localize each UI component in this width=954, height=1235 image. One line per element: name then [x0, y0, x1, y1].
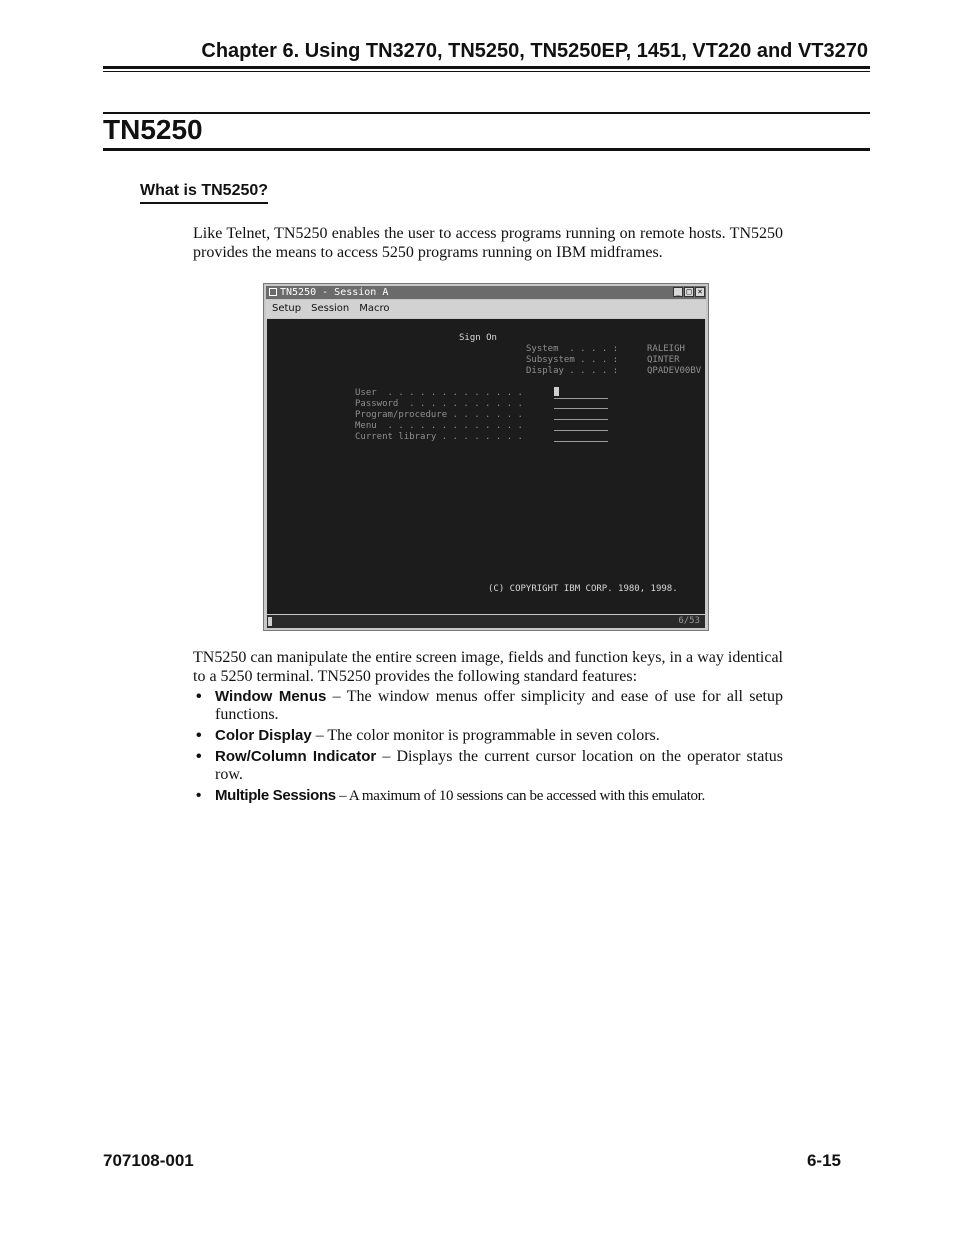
document-number: 707108-001: [103, 1151, 194, 1170]
window-controls: [673, 287, 705, 297]
subsystem-value: QINTER: [647, 355, 680, 365]
menu-macro: Macro: [359, 303, 390, 314]
bullet-icon: •: [196, 787, 201, 804]
list-item: [193, 787, 783, 805]
bullet-icon: •: [196, 748, 202, 765]
list-item: [193, 748, 783, 784]
header-rule-thin: [103, 71, 870, 72]
page-number: 6-15: [806, 1151, 841, 1170]
user-label: User . . . . . . . . . . . . .: [355, 388, 523, 398]
library-field: [554, 441, 608, 442]
feature-desc: – A maximum of 10 sessions can be accessed with this emulator.: [335, 788, 705, 804]
tn5250-screenshot: [263, 283, 709, 631]
window-title: TN5250 - Session A: [280, 287, 389, 298]
feature-desc: – Displays the current cursor location on the operator status row.: [215, 748, 784, 783]
display-label: Display . . . . :: [526, 366, 619, 376]
menu-setup: Setup: [272, 303, 302, 314]
status-cursor: [268, 617, 272, 626]
header-rule-thick: [103, 66, 870, 69]
subsystem-label: Subsystem . . . :: [526, 355, 619, 365]
library-label: Current library . . . . . . . .: [355, 432, 523, 442]
bullet-icon: •: [196, 688, 202, 705]
terminal-icon: [269, 288, 277, 296]
chapter-title: Chapter 6. Using TN3270, TN5250, TN5250EP, 1451, VT220 and VT3270: [201, 40, 868, 62]
minimize-icon: _: [673, 287, 683, 297]
password-field: [554, 408, 608, 409]
bullet-icon: •: [196, 727, 202, 744]
section-rule-top: [103, 112, 870, 114]
menu-label: Menu . . . . . . . . . . . . .: [355, 421, 523, 431]
program-field: [554, 419, 608, 420]
close-icon: ×: [695, 287, 705, 297]
list-item: [193, 688, 783, 724]
terminal-cursor: [554, 387, 559, 396]
cursor-position: 6/53: [678, 616, 700, 626]
section-rule-bottom: [103, 148, 870, 151]
menu-session: Session: [311, 303, 350, 314]
menu-field: [554, 430, 608, 431]
features-list: [193, 688, 783, 808]
features-paragraph: TN5250 can manipulate the entire screen image, fields and function keys, in a way identical to a 5250 terminal. TN5250 provides the following standard features:: [193, 649, 783, 685]
section-title: TN5250: [103, 114, 203, 145]
system-value: RALEIGH: [647, 344, 685, 354]
feature-term: Row/Column Indicator: [215, 748, 377, 765]
program-label: Program/procedure . . . . . . .: [355, 410, 523, 420]
intro-paragraph: Like Telnet, TN5250 enables the user to access programs running on remote hosts. TN5250 provides the means to access 5250 programs running on IBM midframes.: [193, 225, 783, 261]
feature-term: Multiple Sessions: [215, 787, 336, 804]
display-value: QPADEV00BV: [647, 366, 702, 376]
system-label: System . . . . :: [526, 344, 619, 354]
maximize-icon: □: [684, 287, 694, 297]
feature-desc: – The window menus offer simplicity and ease of use for all setup functions.: [215, 688, 784, 723]
copyright-text: (C) COPYRIGHT IBM CORP. 1980, 1998.: [488, 584, 678, 594]
screen-title: Sign On: [459, 333, 497, 343]
window-menubar: [266, 300, 706, 318]
terminal-status-row: [267, 615, 705, 628]
subsection-title: What is TN5250?: [140, 182, 268, 204]
feature-term: Window Menus: [215, 688, 327, 705]
window-titlebar: [266, 286, 706, 299]
feature-term: Color Display: [215, 727, 312, 744]
user-field: [554, 398, 608, 399]
feature-desc: – The color monitor is programmable in seven colors.: [311, 727, 660, 744]
list-item: [193, 727, 783, 745]
terminal-screen: [267, 319, 705, 614]
password-label: Password . . . . . . . . . . .: [355, 399, 523, 409]
